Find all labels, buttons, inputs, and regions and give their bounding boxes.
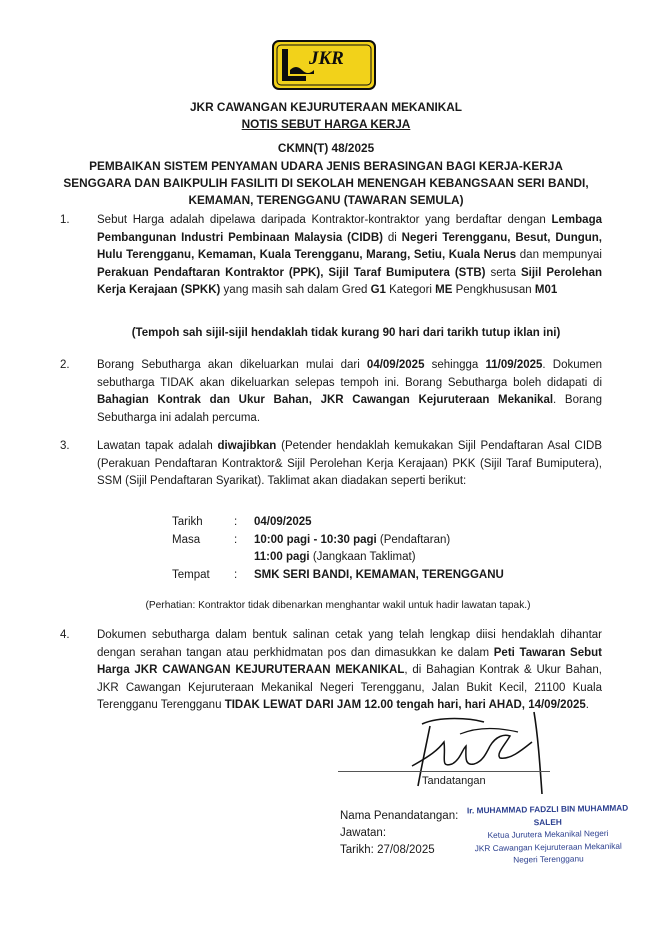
clause-4-number: 4. bbox=[60, 629, 70, 641]
project-title-line-3: KEMAMAN, TERENGGANU (TAWARAN SEMULA) bbox=[188, 193, 464, 207]
clause-2 bbox=[62, 357, 602, 427]
project-title-line-1: PEMBAIKAN SISTEM PENYAMAN UDARA JENIS BERASINGAN BAGI KERJA-KERJA bbox=[89, 159, 563, 173]
signer-position-label: Jawatan: bbox=[340, 827, 387, 839]
place-value: SMK SERI BANDI, KEMAMAN, TERENGGANU bbox=[254, 568, 504, 581]
clause-2-text: Borang Sebutharga akan dikeluarkan mulai dari 04/09/2025 sehingga 11/09/2025. Dokumen sebutharga TIDAK akan dikeluarkan selepas tempoh ini. Borang Sebutharga boleh didapati di Bahagian Kontrak dan Ukur Bahan, JKR Cawangan Kejuruteraan Mekanikal. Borang Sebutharga ini adalah percuma. bbox=[97, 359, 603, 424]
time-label: Masa bbox=[172, 533, 201, 546]
date-label: Tarikh bbox=[172, 516, 203, 528]
clause-3-number: 3. bbox=[60, 440, 70, 452]
notice-title: NOTIS SEBUT HARGA KERJA bbox=[241, 117, 411, 131]
clause-4 bbox=[62, 627, 602, 715]
attention-note: (Perhatian: Kontraktor tidak dibenarkan menghantar wakil untuk hadir lawatan tapak.) bbox=[145, 600, 531, 611]
date-value: 04/09/2025 bbox=[254, 516, 312, 528]
official-stamp bbox=[457, 801, 638, 867]
org-name: JKR CAWANGAN KEJURUTERAAN MEKANIKAL bbox=[190, 100, 462, 114]
clause-4-text: Dokumen sebutharga dalam bentuk salinan cetak yang telah lengkap diisi hendaklah dihantar dengan serahan tangan atau perkhidmatan pos dan dimasukkan ke dalam Peti Tawaran Sebut Harga JKR CAWANGAN KEJURUTERAAN MEKANIKAL, di Bahagian Kontrak & Ukur Bahan, JKR Cawangan Kejuruteraan Mekanikal Negeri Terengganu, Jalan Bukit Kecil, 21100 Kuala Terengganu Terengganu TIDAK LEWAT DARI JAM 12.00 tengah hari, hari AHAD, 14/09/2025. bbox=[97, 629, 603, 711]
clause-2-number: 2. bbox=[60, 359, 70, 371]
signature-date: Tarikh: 27/08/2025 bbox=[340, 844, 435, 856]
clause-3-text: Lawatan tapak adalah diwajibkan (Petender hendaklah kemukakan Sijil Pendaftaran Asal CIDB (Perakuan Pendaftaran Kontraktor& Sijil Perolehan Kerja Kerajaan) PKK (Sijil Taraf Bumiputera), SSM (Sijil Pendaftaran Syarikat). Taklimat akan diadakan seperti berikut: bbox=[97, 440, 603, 487]
stamp-line-1: Ketua Jurutera Mekanikal Negeri bbox=[487, 827, 609, 841]
svg-text:JKR: JKR bbox=[309, 48, 344, 69]
jkr-logo bbox=[272, 40, 376, 90]
stamp-line-3: Negeri Terengganu bbox=[513, 853, 584, 865]
clause-1-text: Sebut Harga adalah dipelawa daripada Kontraktor-kontraktor yang berdaftar dengan Lembaga Pembangunan Industri Pembinaan Malaysia (CIDB) di Negeri Terengganu, Besut, Dungun, Hulu Terengganu, Kemaman, Kuala Terengganu, Marang, Setiu, Kuala Nerus dan mempunyai Perakuan Pendaftaran Kontraktor (PPK), Sijil Taraf Bumiputera (STB) serta Sijil Perolehan Kerja Kerajaan (SPKK) yang masih sah dalam Gred G1 Kategori ME Pengkhususan M01 bbox=[97, 214, 603, 296]
place-label: Tempat bbox=[172, 568, 210, 581]
stamp-line-2: JKR Cawangan Kejuruteraan Mekanikal bbox=[474, 840, 622, 853]
signature-label: Tandatangan bbox=[422, 775, 486, 787]
clause-3 bbox=[62, 438, 602, 491]
stamp-name: Ir. MUHAMMAD FADZLI BIN MUHAMMAD SALEH bbox=[466, 802, 629, 827]
clause-1 bbox=[62, 212, 602, 300]
project-title-line-2: SENGGARA DAN BAIKPULIH FASILITI DI SEKOLAH MENENGAH KEBANGSAAN SERI BANDI, bbox=[63, 176, 589, 190]
time-value-2: 11:00 pagi (Jangkaan Taklimat) bbox=[254, 551, 416, 563]
signer-name-label: Nama Penandatangan: bbox=[340, 810, 459, 822]
time-value-1: 10:00 pagi - 10:30 pagi (Pendaftaran) bbox=[254, 533, 451, 546]
clause-1-number: 1. bbox=[60, 214, 70, 226]
signature-line bbox=[338, 771, 550, 772]
validity-note: (Tempoh sah sijil-sijil hendaklah tidak kurang 90 hari dari tarikh tutup iklan ini) bbox=[131, 327, 561, 339]
jkr-logo-graphic bbox=[272, 40, 376, 90]
reference-number: CKMN(T) 48/2025 bbox=[277, 141, 375, 155]
